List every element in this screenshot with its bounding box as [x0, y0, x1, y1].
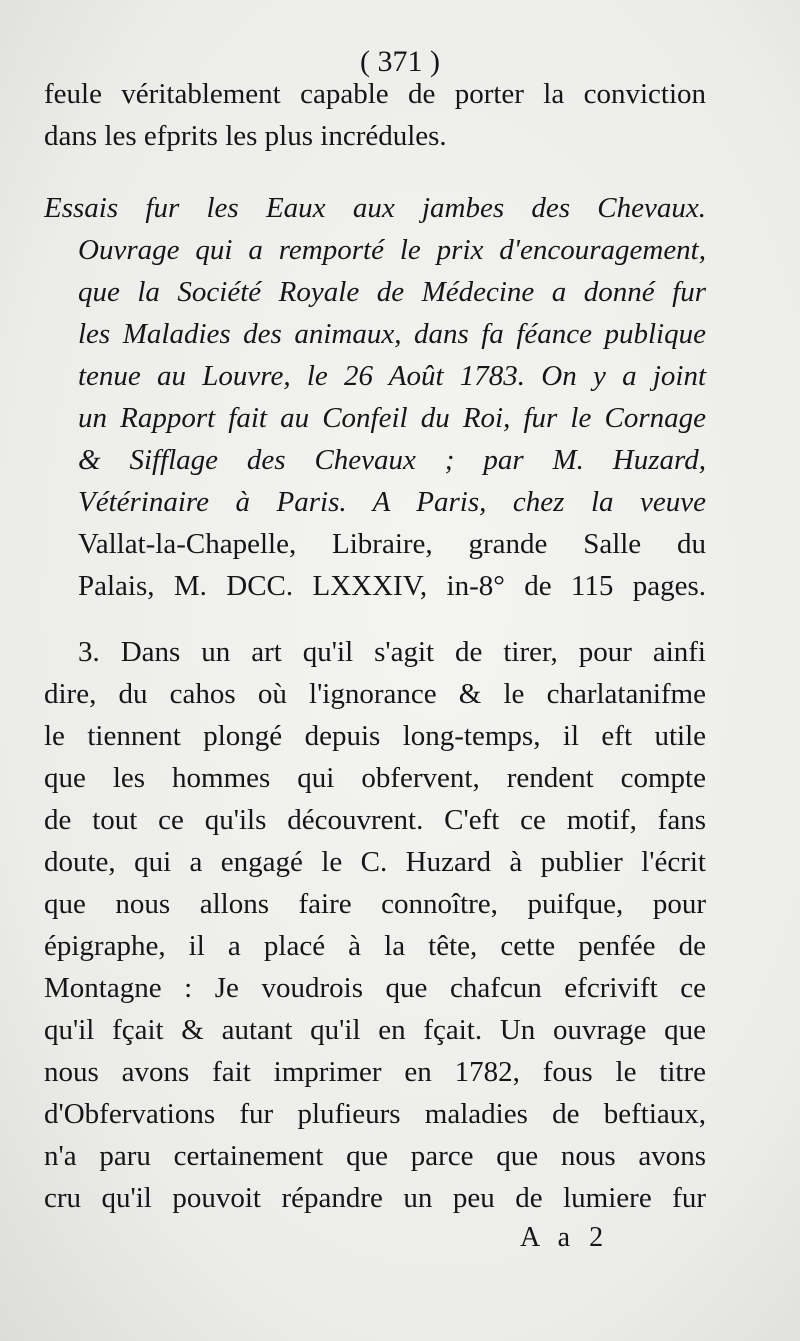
signature-mark: A a 2 — [520, 1222, 610, 1253]
book-title-line: Vétérinaire à Paris. A Paris, chez la veuve — [78, 486, 706, 518]
paragraph-line: de tout ce qu'ils découvrent. C'eft ce motif, fans — [44, 804, 706, 836]
paragraph-line: qu'il fçait & autant qu'il en fçait. Un ouvrage que — [44, 1014, 706, 1046]
book-title-line: & Sifflage des Chevaux ; par M. Huzard, — [78, 444, 706, 476]
text-line: dans les efprits les plus incrédules. — [44, 120, 447, 152]
paragraph-line: d'Obfervations fur plufieurs maladies de beftiaux, — [44, 1098, 706, 1130]
paragraph-line: doute, qui a engagé le C. Huzard à publier l'écrit — [44, 846, 706, 878]
book-title-line: que la Société Royale de Médecine a donné fur — [78, 276, 706, 308]
paragraph-line: n'a paru certainement que parce que nous avons — [44, 1140, 706, 1172]
book-title-line: un Rapport fait au Confeil du Roi, fur le Cornage — [78, 402, 706, 434]
text-line: feule véritablement capable de porter la conviction — [44, 78, 706, 110]
book-title-line: tenue au Louvre, le 26 Août 1783. On y a joint — [78, 360, 706, 392]
book-title-line: Ouvrage qui a remporté le prix d'encouragement, — [78, 234, 706, 266]
paragraph-line: épigraphe, il a placé à la tête, cette penfée de — [44, 930, 706, 962]
paragraph-line: dire, du cahos où l'ignorance & le charlatanifme — [44, 678, 706, 710]
paragraph-line: 3. Dans un art qu'il s'agit de tirer, pour ainfi — [78, 636, 706, 668]
paragraph-line: que les hommes qui obfervent, rendent compte — [44, 762, 706, 794]
book-title-line: les Maladies des animaux, dans fa féance publique — [78, 318, 706, 350]
book-imprint-line: Palais, M. DCC. LXXXIV, in-8° de 115 pages. — [78, 570, 706, 602]
paragraph-line: nous avons fait imprimer en 1782, fous le titre — [44, 1056, 706, 1088]
book-imprint-line: Vallat-la-Chapelle, Libraire, grande Salle du — [78, 528, 706, 560]
book-title-line: Essais fur les Eaux aux jambes des Chevaux. — [44, 192, 706, 224]
paragraph-line: cru qu'il pouvoit répandre un peu de lumiere fur — [44, 1182, 706, 1214]
paragraph-line: Montagne : Je voudrois que chafcun efcrivift ce — [44, 972, 706, 1004]
page-number: ( 371 ) — [360, 45, 440, 78]
paragraph-line: que nous allons faire connoître, puifque, pour — [44, 888, 706, 920]
paragraph-line: le tiennent plongé depuis long-temps, il eft utile — [44, 720, 706, 752]
